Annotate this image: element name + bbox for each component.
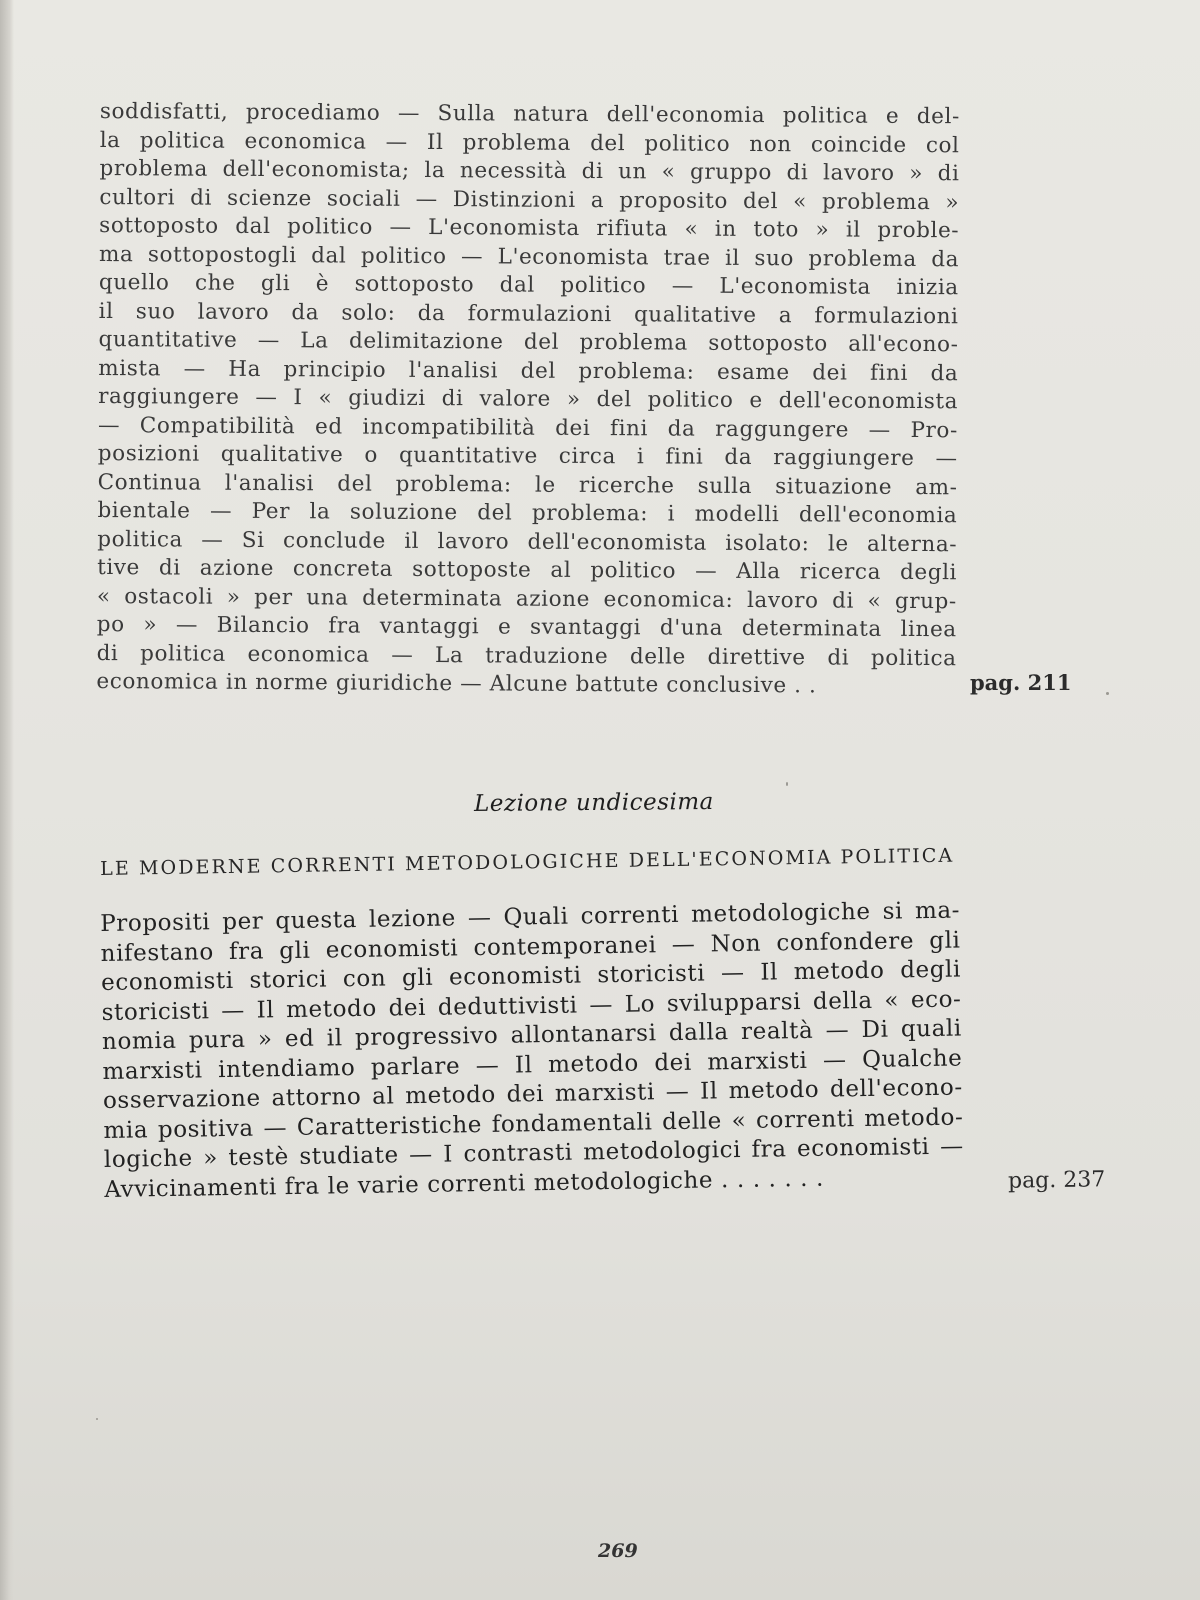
text-line: di politica economica — La traduzione delle direttive di politica bbox=[96, 640, 957, 671]
paper-speck bbox=[1106, 692, 1109, 695]
text-line: posizioni qualitative o quantitative circa i fini da raggiungere — bbox=[97, 440, 958, 472]
lecture-title: Lezione undicesima bbox=[473, 788, 714, 818]
text-line: mista — Ha principio l'analisi del problema: esame dei fini da bbox=[98, 355, 959, 386]
text-line: Propositi per questa lezione — Quali correnti metodologiche si ma- bbox=[100, 897, 961, 937]
text-line: storicisti — Il metodo dei deduttivisti — Lo svilupparsi della « eco- bbox=[101, 985, 962, 1026]
text-line: quantitative — La delimitazione del problema sottoposto all'econo- bbox=[98, 326, 959, 358]
text-line: sottoposto dal politico — L'economista rifiuta « in toto » il proble- bbox=[99, 212, 960, 244]
text-line: mia positiva — Caratteristiche fondamentali delle « correnti metodo- bbox=[103, 1103, 964, 1144]
text-line: nifestano fra gli economisti contemporanei — Non confondere gli bbox=[100, 926, 961, 967]
text-line: la politica economica — Il problema del politico non coincide col bbox=[99, 127, 960, 158]
text-line: raggiungere — I « giudizi di valore » del politico e dell'economista bbox=[98, 383, 959, 415]
page-reference-211: pag. 211 bbox=[970, 670, 1072, 695]
page-number: 269 bbox=[598, 1540, 638, 1562]
text-line: logiche » testè studiate — I contrasti metodologici fra economisti — bbox=[103, 1133, 964, 1173]
text-line: Avvicinamenti fra le varie correnti metodologiche . . . . . . . bbox=[104, 1165, 825, 1203]
text-line: soddisfatti, procediamo — Sulla natura dell'economia politica e del- bbox=[99, 98, 960, 130]
text-line: osservazione attorno al metodo dei marxisti — Il metodo dell'econo- bbox=[102, 1074, 963, 1114]
text-line: il suo lavoro da solo: da formulazioni qualitative a formulazioni bbox=[98, 298, 959, 329]
paper-speck bbox=[786, 782, 788, 786]
text-line: — Compatibilità ed incompatibilità dei fini da raggungere — Pro- bbox=[97, 412, 958, 443]
text-line: ma sottopostogli dal politico — L'economista trae il suo problema da bbox=[98, 241, 960, 272]
paper-speck bbox=[96, 1418, 98, 1420]
text-line: politica — Si conclude il lavoro dell'economista isolato: le alterna- bbox=[97, 526, 958, 557]
text-line: economica in norme giuridiche — Alcune battute conclusive . . bbox=[96, 668, 817, 699]
page-gutter-shadow bbox=[0, 0, 14, 1600]
text-line: economisti storici con gli economisti storicisti — Il metodo degli bbox=[100, 956, 962, 996]
text-line: marxisti intendiamo parlare — Il metodo dei marxisti — Qualche bbox=[102, 1044, 963, 1085]
text-line: po » — Bilancio fra vantaggi e svantaggi d'una determinata linea bbox=[96, 611, 957, 643]
page-reference-237: pag. 237 bbox=[1007, 1167, 1106, 1194]
text-line: cultori di scienze sociali — Distinzioni a proposito del « problema » bbox=[99, 184, 960, 215]
text-line: tive di azione concreta sottoposte al politico — Alla ricerca degli bbox=[97, 554, 958, 586]
text-line: bientale — Per la soluzione del problema: i modelli dell'economia bbox=[97, 497, 958, 529]
text-line: quello che gli è sottoposto dal politico — L'economista inizia bbox=[98, 269, 959, 301]
text-line: problema dell'economista; la necessità di un « gruppo di lavoro » di bbox=[99, 155, 960, 187]
text-line: nomia pura » ed il progressivo allontanarsi dalla realtà — Di quali bbox=[101, 1015, 963, 1055]
chapter-heading: LE MODERNE CORRENTI METODOLOGICHE DELL'ECONOMIA POLITICA bbox=[100, 844, 955, 880]
text-line: « ostacoli » per una determinata azione economica: lavoro di « grup- bbox=[96, 583, 957, 614]
text-line: Continua l'analisi del problema: le ricerche sulla situazione am- bbox=[97, 469, 958, 500]
